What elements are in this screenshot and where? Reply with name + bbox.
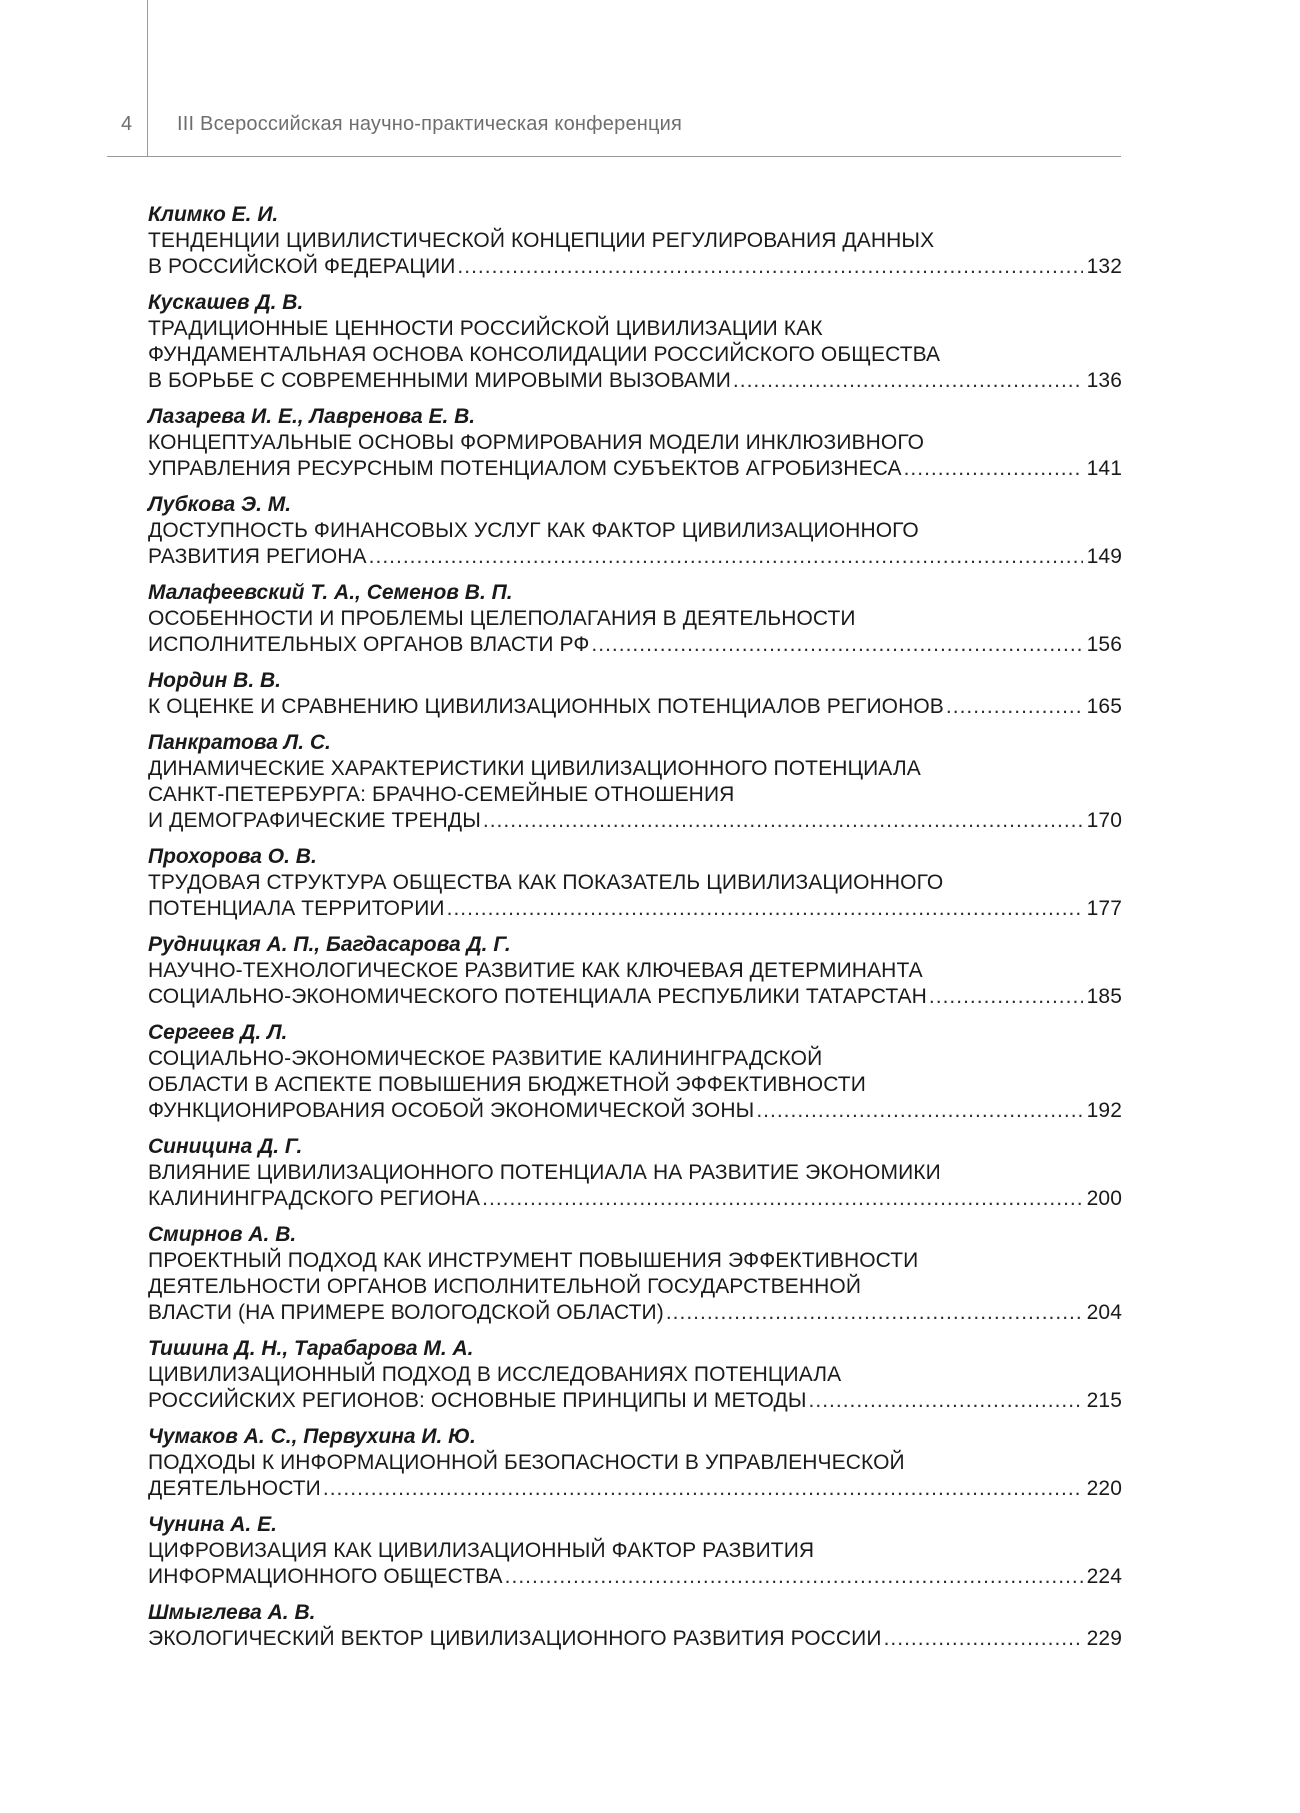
toc-entry-title-line: ТЕНДЕНЦИИ ЦИВИЛИСТИЧЕСКОЙ КОНЦЕПЦИИ РЕГУЛИРОВАНИЯ ДАННЫХ <box>148 229 935 252</box>
toc-entry-title <box>148 1160 1122 1212</box>
toc-entry-title <box>148 1538 1122 1590</box>
toc-entry-title-line: ИСПОЛНИТЕЛЬНЫХ ОРГАНОВ ВЛАСТИ РФ <box>148 633 590 656</box>
toc-entry-title-line: НАУЧНО-ТЕХНОЛОГИЧЕСКОЕ РАЗВИТИЕ КАК КЛЮЧЕВАЯ ДЕТЕРМИНАНТА <box>148 959 923 982</box>
toc-entry-title <box>148 316 1122 394</box>
toc-entry-title <box>148 1248 1122 1326</box>
toc-entry-title <box>148 606 1122 658</box>
toc-entry-title-line: ДОСТУПНОСТЬ ФИНАНСОВЫХ УСЛУГ КАК ФАКТОР ЦИВИЛИЗАЦИОННОГО <box>148 519 919 542</box>
toc-entry-author: Прохорова О. В. <box>148 845 317 868</box>
toc-entry-author: Чунина А. Е. <box>148 1513 277 1536</box>
toc-entry-title <box>148 870 1122 922</box>
toc-entry-title-line: РАЗВИТИЯ РЕГИОНА <box>148 545 367 568</box>
toc-entry-author: Климко Е. И. <box>148 203 279 226</box>
toc-entry[interactable] <box>148 579 1122 658</box>
toc-entry-title <box>148 518 1122 570</box>
toc-entry-last-line <box>148 694 1122 720</box>
toc-entry-last-line <box>148 632 1122 658</box>
toc-entry[interactable] <box>148 1221 1122 1326</box>
dot-leader <box>482 1186 1083 1212</box>
toc-entry-last-line <box>148 544 1122 570</box>
toc-entry[interactable] <box>148 931 1122 1010</box>
toc-entry-title-line: САНКТ-ПЕТЕРБУРГА: БРАЧНО-СЕМЕЙНЫЕ ОТНОШЕНИЯ <box>148 783 735 806</box>
toc-entry-author: Шмыглева А. В. <box>148 1601 316 1624</box>
toc-entry[interactable] <box>148 729 1122 834</box>
dot-leader <box>884 1626 1083 1652</box>
toc-entry[interactable] <box>148 667 1122 720</box>
table-of-contents <box>148 201 1122 1661</box>
toc-entry-title-line: ПОДХОДЫ К ИНФОРМАЦИОННОЙ БЕЗОПАСНОСТИ В УПРАВЛЕНЧЕСКОЙ <box>148 1451 905 1474</box>
dot-leader <box>666 1300 1083 1326</box>
toc-entry[interactable] <box>148 491 1122 570</box>
toc-entry-page-number: 177 <box>1086 897 1122 920</box>
toc-entry-title-line: УПРАВЛЕНИЯ РЕСУРСНЫМ ПОТЕНЦИАЛОМ СУБЪЕКТОВ АГРОБИЗНЕСА <box>148 457 902 480</box>
toc-entry-title-line: ПОТЕНЦИАЛА ТЕРРИТОРИИ <box>148 897 445 920</box>
toc-entry-title-line: ФУНДАМЕНТАЛЬНАЯ ОСНОВА КОНСОЛИДАЦИИ РОССИЙСКОГО ОБЩЕСТВА <box>148 343 941 366</box>
toc-entry-last-line <box>148 368 1122 394</box>
toc-entry-title-line: ТРАДИЦИОННЫЕ ЦЕННОСТИ РОССИЙСКОЙ ЦИВИЛИЗАЦИИ КАК <box>148 317 823 340</box>
toc-entry-author: Кускашев Д. В. <box>148 291 304 314</box>
toc-entry-last-line <box>148 1388 1122 1414</box>
toc-entry-title-line: СОЦИАЛЬНО-ЭКОНОМИЧЕСКОЕ РАЗВИТИЕ КАЛИНИНГРАДСКОЙ <box>148 1047 823 1070</box>
toc-entry-title <box>148 1046 1122 1124</box>
toc-entry-author: Тишина Д. Н., Тарабарова М. А. <box>148 1337 474 1360</box>
toc-entry-last-line <box>148 1476 1122 1502</box>
toc-entry-author: Лазарева И. Е., Лавренова Е. В. <box>148 405 476 428</box>
toc-entry-last-line <box>148 254 1122 280</box>
toc-entry-title-line: ВЛАСТИ (НА ПРИМЕРЕ ВОЛОГОДСКОЙ ОБЛАСТИ) <box>148 1301 664 1324</box>
dot-leader <box>733 368 1083 394</box>
toc-entry-author: Смирнов А. В. <box>148 1223 297 1246</box>
toc-entry-page-number: 185 <box>1086 985 1122 1008</box>
toc-entry-title <box>148 958 1122 1010</box>
toc-entry-page-number: 224 <box>1086 1565 1122 1588</box>
toc-entry-page-number: 192 <box>1086 1099 1122 1122</box>
toc-entry-author: Нордин В. В. <box>148 669 281 692</box>
toc-entry-title-line: ОСОБЕННОСТИ И ПРОБЛЕМЫ ЦЕЛЕПОЛАГАНИЯ В ДЕЯТЕЛЬНОСТИ <box>148 607 856 630</box>
toc-entry[interactable] <box>148 403 1122 482</box>
header-horizontal-divider <box>107 156 1121 157</box>
toc-entry-author: Малафеевский Т. А., Семенов В. П. <box>148 581 513 604</box>
running-title: III Всероссийская научно-практическая конференция <box>177 113 683 135</box>
toc-entry-title-line: ДИНАМИЧЕСКИЕ ХАРАКТЕРИСТИКИ ЦИВИЛИЗАЦИОННОГО ПОТЕНЦИАЛА <box>148 757 921 780</box>
page-number: 4 <box>121 113 133 135</box>
dot-leader <box>756 1098 1082 1124</box>
toc-entry-last-line <box>148 456 1122 482</box>
page-header <box>0 110 1300 140</box>
toc-entry[interactable] <box>148 201 1122 280</box>
toc-entry-title <box>148 694 1122 720</box>
toc-entry-last-line <box>148 896 1122 922</box>
toc-entry-title <box>148 756 1122 834</box>
toc-entry-author: Лубкова Э. М. <box>148 493 292 516</box>
toc-entry-author: Синицина Д. Г. <box>148 1135 303 1158</box>
toc-entry-page-number: 215 <box>1086 1389 1122 1412</box>
toc-entry-page-number: 170 <box>1086 809 1122 832</box>
toc-entry-title-line: ДЕЯТЕЛЬНОСТИ <box>148 1477 321 1500</box>
toc-entry-title-line: ДЕЯТЕЛЬНОСТИ ОРГАНОВ ИСПОЛНИТЕЛЬНОЙ ГОСУДАРСТВЕННОЙ <box>148 1275 862 1298</box>
dot-leader <box>904 456 1083 482</box>
toc-entry-page-number: 200 <box>1086 1187 1122 1210</box>
dot-leader <box>447 896 1083 922</box>
toc-entry-title <box>148 1362 1122 1414</box>
toc-entry-title-line: ЦИФРОВИЗАЦИЯ КАК ЦИВИЛИЗАЦИОННЫЙ ФАКТОР РАЗВИТИЯ <box>148 1539 815 1562</box>
dot-leader <box>483 808 1083 834</box>
toc-entry-page-number: 165 <box>1086 695 1122 718</box>
toc-entry-author: Панкратова Л. С. <box>148 731 331 754</box>
toc-entry-title-line: ЦИВИЛИЗАЦИОННЫЙ ПОДХОД В ИССЛЕДОВАНИЯХ ПОТЕНЦИАЛА <box>148 1363 842 1386</box>
toc-entry-last-line <box>148 1186 1122 1212</box>
dot-leader <box>505 1564 1083 1590</box>
dot-leader <box>323 1476 1083 1502</box>
toc-entry[interactable] <box>148 1019 1122 1124</box>
toc-entry-title <box>148 430 1122 482</box>
toc-entry[interactable] <box>148 1423 1122 1502</box>
toc-entry-page-number: 229 <box>1086 1627 1122 1650</box>
toc-entry[interactable] <box>148 289 1122 394</box>
toc-entry-page-number: 141 <box>1086 457 1122 480</box>
toc-entry-page-number: 132 <box>1086 255 1122 278</box>
toc-entry-title-line: ЭКОЛОГИЧЕСКИЙ ВЕКТОР ЦИВИЛИЗАЦИОННОГО РАЗВИТИЯ РОССИИ <box>148 1627 882 1650</box>
toc-entry[interactable] <box>148 1335 1122 1414</box>
toc-entry-title-line: К ОЦЕНКЕ И СРАВНЕНИЮ ЦИВИЛИЗАЦИОННЫХ ПОТЕНЦИАЛОВ РЕГИОНОВ <box>148 695 944 718</box>
toc-entry-title-line: КОНЦЕПТУАЛЬНЫЕ ОСНОВЫ ФОРМИРОВАНИЯ МОДЕЛИ ИНКЛЮЗИВНОГО <box>148 431 925 454</box>
toc-entry-author: Сергеев Д. Л. <box>148 1021 288 1044</box>
toc-entry-last-line <box>148 1300 1122 1326</box>
toc-entry-last-line <box>148 984 1122 1010</box>
dot-leader <box>809 1388 1083 1414</box>
toc-entry-title-line: ФУНКЦИОНИРОВАНИЯ ОСОБОЙ ЭКОНОМИЧЕСКОЙ ЗОНЫ <box>148 1099 755 1122</box>
toc-entry-author: Чумаков А. С., Первухина И. Ю. <box>148 1425 476 1448</box>
toc-entry-title <box>148 1626 1122 1652</box>
toc-entry-title-line: ПРОЕКТНЫЙ ПОДХОД КАК ИНСТРУМЕНТ ПОВЫШЕНИЯ ЭФФЕКТИВНОСТИ <box>148 1249 919 1272</box>
dot-leader <box>457 254 1082 280</box>
toc-entry-title-line: ОБЛАСТИ В АСПЕКТЕ ПОВЫШЕНИЯ БЮДЖЕТНОЙ ЭФФЕКТИВНОСТИ <box>148 1073 866 1096</box>
toc-entry-page-number: 136 <box>1086 369 1122 392</box>
toc-entry[interactable] <box>148 1599 1122 1652</box>
toc-entry-title-line: СОЦИАЛЬНО-ЭКОНОМИЧЕСКОГО ПОТЕНЦИАЛА РЕСПУБЛИКИ ТАТАРСТАН <box>148 985 927 1008</box>
toc-entry-title <box>148 228 1122 280</box>
toc-entry-title-line: РОССИЙСКИХ РЕГИОНОВ: ОСНОВНЫЕ ПРИНЦИПЫ И МЕТОДЫ <box>148 1389 807 1412</box>
dot-leader <box>946 694 1083 720</box>
toc-entry-last-line <box>148 1564 1122 1590</box>
toc-entry-title-line: ИНФОРМАЦИОННОГО ОБЩЕСТВА <box>148 1565 503 1588</box>
toc-entry-title-line: КАЛИНИНГРАДСКОГО РЕГИОНА <box>148 1187 481 1210</box>
toc-entry-page-number: 156 <box>1086 633 1122 656</box>
toc-entry-author: Рудницкая А. П., Багдасарова Д. Г. <box>148 933 511 956</box>
toc-entry[interactable] <box>148 1133 1122 1212</box>
toc-entry-title-line: ТРУДОВАЯ СТРУКТУРА ОБЩЕСТВА КАК ПОКАЗАТЕЛЬ ЦИВИЛИЗАЦИОННОГО <box>148 871 944 894</box>
toc-entry-page-number: 149 <box>1086 545 1122 568</box>
toc-entry-page-number: 204 <box>1086 1301 1122 1324</box>
toc-entry-last-line <box>148 1626 1122 1652</box>
toc-entry[interactable] <box>148 843 1122 922</box>
toc-entry-title-line: И ДЕМОГРАФИЧЕСКИЕ ТРЕНДЫ <box>148 809 481 832</box>
toc-entry-last-line <box>148 808 1122 834</box>
dot-leader <box>591 632 1082 658</box>
toc-entry-title <box>148 1450 1122 1502</box>
toc-entry-page-number: 220 <box>1086 1477 1122 1500</box>
toc-entry-title-line: В РОССИЙСКОЙ ФЕДЕРАЦИИ <box>148 255 456 278</box>
dot-leader <box>369 544 1083 570</box>
toc-entry[interactable] <box>148 1511 1122 1590</box>
toc-entry-title-line: В БОРЬБЕ С СОВРЕМЕННЫМИ МИРОВЫМИ ВЫЗОВАМИ <box>148 369 731 392</box>
dot-leader <box>929 984 1083 1010</box>
toc-entry-title-line: ВЛИЯНИЕ ЦИВИЛИЗАЦИОННОГО ПОТЕНЦИАЛА НА РАЗВИТИЕ ЭКОНОМИКИ <box>148 1161 941 1184</box>
toc-entry-last-line <box>148 1098 1122 1124</box>
